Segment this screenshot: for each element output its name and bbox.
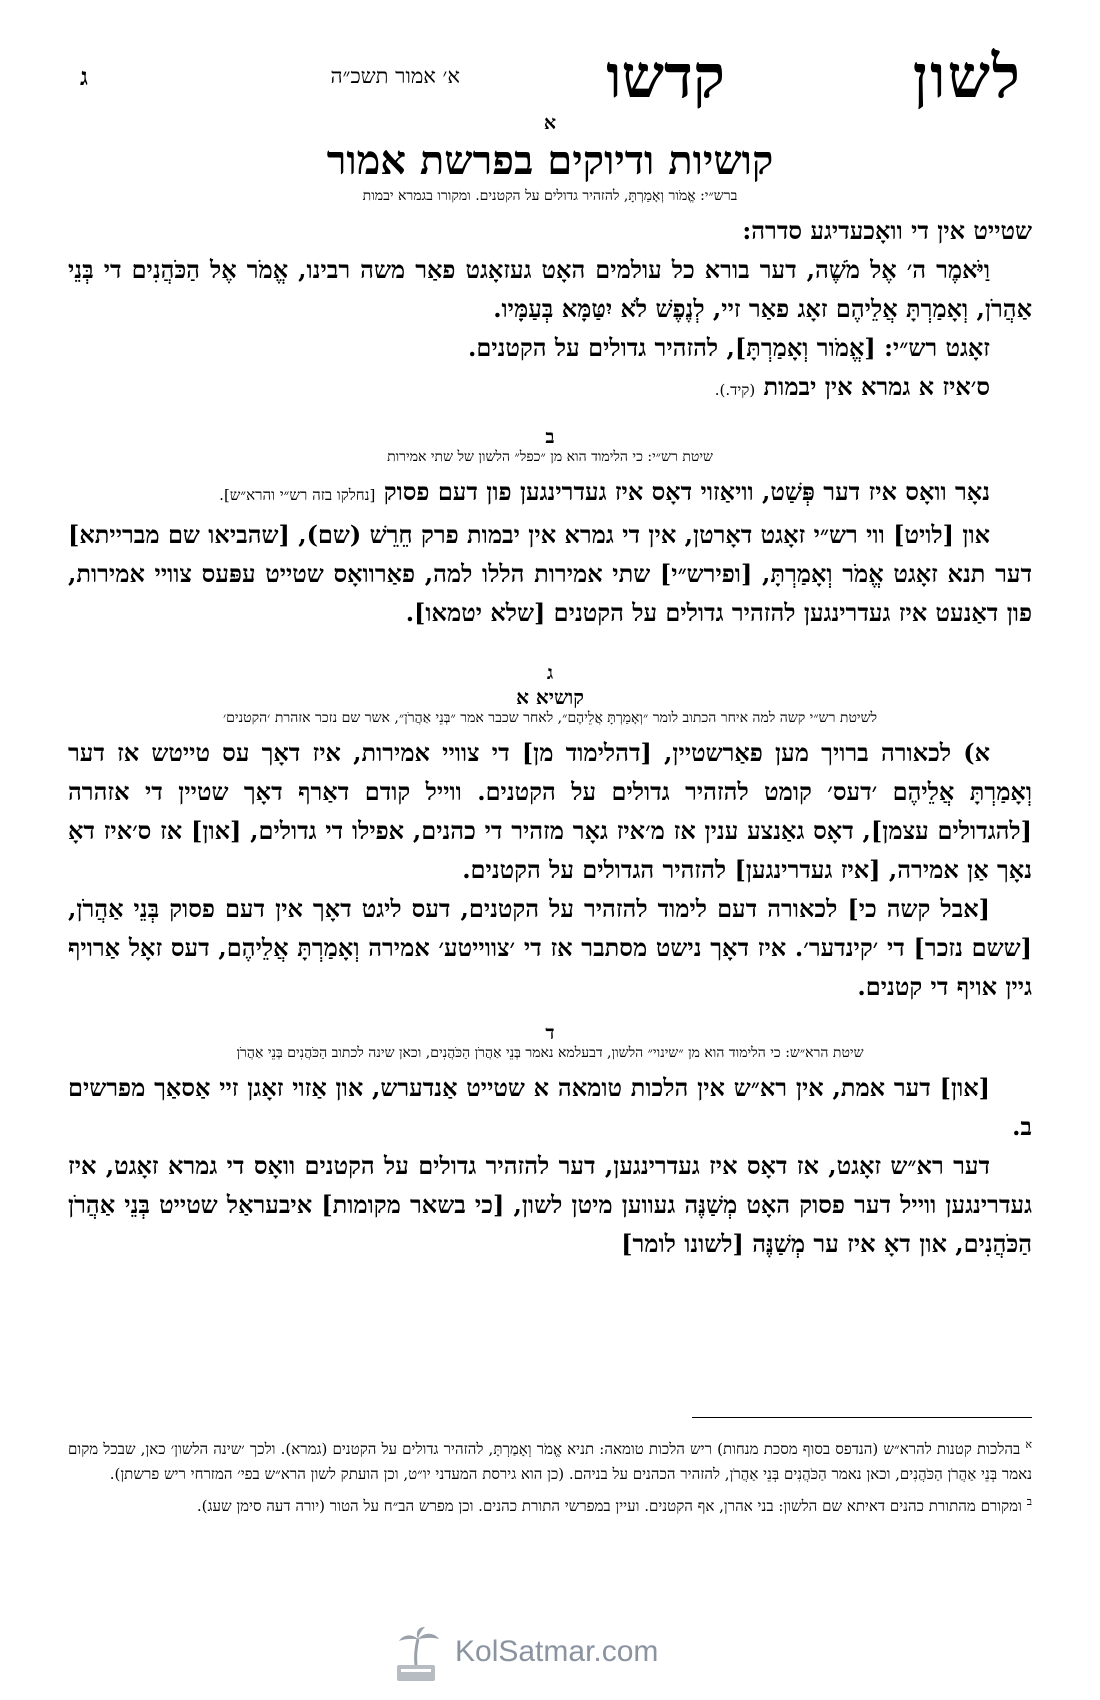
footnote-text: ומקורם מהתורת כהנים דאיתא שם הלשון: בני אהרן, אף הקטנים. ועיין במפרשי התורת כהנים. וכן מפרש הב״ח על הטור (יורה דעה סימן שעג). <box>196 1497 1022 1515</box>
footnote <box>68 1489 1032 1519</box>
section-letter: ב <box>545 426 555 448</box>
page-header <box>60 40 1040 110</box>
paragraph <box>68 472 1032 515</box>
paragraph: שטייט אין די וואָכעדיגע סדרה: <box>742 216 1032 245</box>
paragraph-text: נאָר וואָס איז דער פְּשַׁט, וויאַזוי דאָס איז געדרינגען פון דעם פסוק <box>383 477 990 506</box>
paragraph: א) לכאורה ברויך מען פאַרשטיין, [דהלימוד מן] די צוויי אמירות, איז דאָך עס טייטש אז דער וְאָמַרְתָּ אֲלֵיהֶם ׳דעס׳ קומט להזהיר גדולים על הקטנים. ווייל קודם דאַרף דאָך שטיין די אזהרה [להגדולים עצמן], דאָס גאַנצע ענין אז מ׳איז גאָר מזהיר די כהנים, אפילו די גדולים, [און] אז ס׳איז דאָ נאָך אַן אמירה, [איז געדרינגען] להזהיר הגדולים על הקטנים. <box>68 738 1032 884</box>
watermark <box>385 1625 659 1685</box>
paragraph <box>68 367 1032 410</box>
paragraph: וַיֹּאמֶר ה׳ אֶל מֹשֶׁה, דער בורא כל עולמים האָט געזאָגט פאַר משה רבינו, אֱמֹר אֶל הַכֹּהֲנִים די בְּנֵי אַהֲרֹן, וְאָמַרְתָּ אֲלֵיהֶם זאָג פאַר זיי, לְנֶפֶשׁ לֹא יִטַּמָּא בְּעַמָּיו. <box>68 255 1032 323</box>
main-title: קושיות ודיוקים בפרשת אמור <box>326 137 774 184</box>
section-subtitle: שיטת הרא״ש: כי הלימוד הוא מן ״שינוי״ הלשון, דבעלמא נאמר בְּנֵי אַהֲרֹן הַכֹּהֲנִים, וכאן שינה לכתוב הַכֹּהֲנִים בְּנֵי אַהֲרֹן <box>236 1045 864 1061</box>
palm-tree-icon <box>385 1625 447 1687</box>
watermark-text: KolSatmar.com <box>455 1635 659 1668</box>
footnote-text: בהלכות קטנות להרא״ש (הנדפס בסוף מסכת מנחות) ריש הלכות טומאה: תניא אֱמֹר וְאָמַרְתָּ, להזהיר גדולים על הקטנים (גמרא). ולכך ׳שינה הלשון׳ כאן, שבכל מקום נאמר בְּנֵי אַהֲרֹן הַכֹּהֲנִים, וכאן נאמר הַכֹּהֲנִים בְּנֵי אַהֲרֹן, להזהיר הכהנים על בניהם. (כן הוא גירסת המעדני יו״ט, וכן הועתק לשון הרא״ש בפי׳ המזרחי ריש פרשתן). <box>68 1440 1032 1483</box>
footnotes <box>68 1417 1032 1521</box>
main-content <box>68 112 1032 1263</box>
paragraph: [און] דער אמת, אין רא״ש אין הלכות טומאה א שטייט אַנדערש, און אַזוי זאָגן זיי אַסאַך מפרשים ב. <box>68 1073 1032 1141</box>
book-title-word-2: קדשו <box>606 42 725 112</box>
paragraph: דער רא״ש זאָגט, אז דאָס איז געדרינגען, דער להזהיר גדולים על הקטנים וואָס די גמרא זאָגט, איז געדרינגען ווייל דער פסוק האָט מְשַׁנֶּה געווען מיטן לשון, [כי בשאר מקומות] איבעראַל שטייט בְּנֵי אַהֲרֹן הַכֹּהֲנִים, און דאָ איז ער מְשַׁנֶּה [לשונו לומר] <box>68 1151 1032 1258</box>
footnote <box>68 1432 1032 1487</box>
section-letter: ד <box>545 1022 555 1044</box>
section-subtitle: ברש״י: אֱמֹור וְאָמַרְתָּ, להזהיר גדולים על הקטנים. ומקורו בגמרא יבמות <box>362 188 738 204</box>
paragraph-text: ס׳איז א גמרא אין יבמות <box>763 372 990 401</box>
section-letter: ג <box>546 662 554 684</box>
footnote-mark: ב <box>1026 1495 1032 1508</box>
section-c <box>68 662 1032 1006</box>
section-title: קושיא א <box>516 685 584 709</box>
section-letter: א <box>543 112 557 134</box>
parsha-label: א׳ אמור תשכ״ה <box>330 64 460 88</box>
bracket-note: [נחלקו בזה רש״י והרא״ש]. <box>219 486 376 504</box>
paragraph: און [לויט] ווי רש״י זאָגט דאָרטן, אין די גמרא אין יבמות פרק חֵרֵשׁ (שם), [שהביאו שם מברייתא] דער תנא זאָגט אֱמֹר וְאָמַרְתָּ, [ופירש״י] שתי אמירות הללו למה, פאַרוואָס שטייט עפּעס צוויי אמירות, פון דאַנעט איז געדרינגען להזהיר גדולים על הקטנים [שלא יטמאו]. <box>68 520 1032 627</box>
section-subtitle: לשיטת רש״י קשה למה איחר הכתוב לומר ״וְאָמַרְתָּ אֲלֵיהֶם״, לאחר שכבר אמר ״בְּנֵי אַהֲרֹן״, אשר שם נזכר אזהרת ׳הקטנים׳ <box>222 710 878 726</box>
source-ref: (קיד.). <box>714 381 756 399</box>
section-b <box>68 426 1032 632</box>
paragraph: זאָגט רש״י: [אֱמֹור וְאָמַרְתָּ], להזהיר גדולים על הקטנים. <box>468 333 990 362</box>
page-number: ג <box>80 62 88 91</box>
section-d <box>68 1022 1032 1263</box>
section-a <box>68 112 1032 410</box>
footnote-mark: א <box>1025 1438 1032 1451</box>
paragraph: [אבל קשה כי] לכאורה דעם לימוד להזהיר על הקטנים, דעס ליגט דאָך אין דעם פסוק בְּנֵי אַהֲרֹן, [ששם נזכר] די ׳קינדער׳. איז דאָך נישט מסתבר אז די ׳צווייטע׳ אמירה וְאָמַרְתָּ אֲלֵיהֶם, דעס זאָל אַרויף גיין אויף די קטנים. <box>68 894 1032 1001</box>
footnote-divider <box>692 1417 1032 1418</box>
book-title-word-1: לשון <box>912 42 1022 112</box>
section-subtitle: שיטת רש״י: כי הלימוד הוא מן ״כפל״ הלשון של שתי אמירות <box>387 449 713 465</box>
